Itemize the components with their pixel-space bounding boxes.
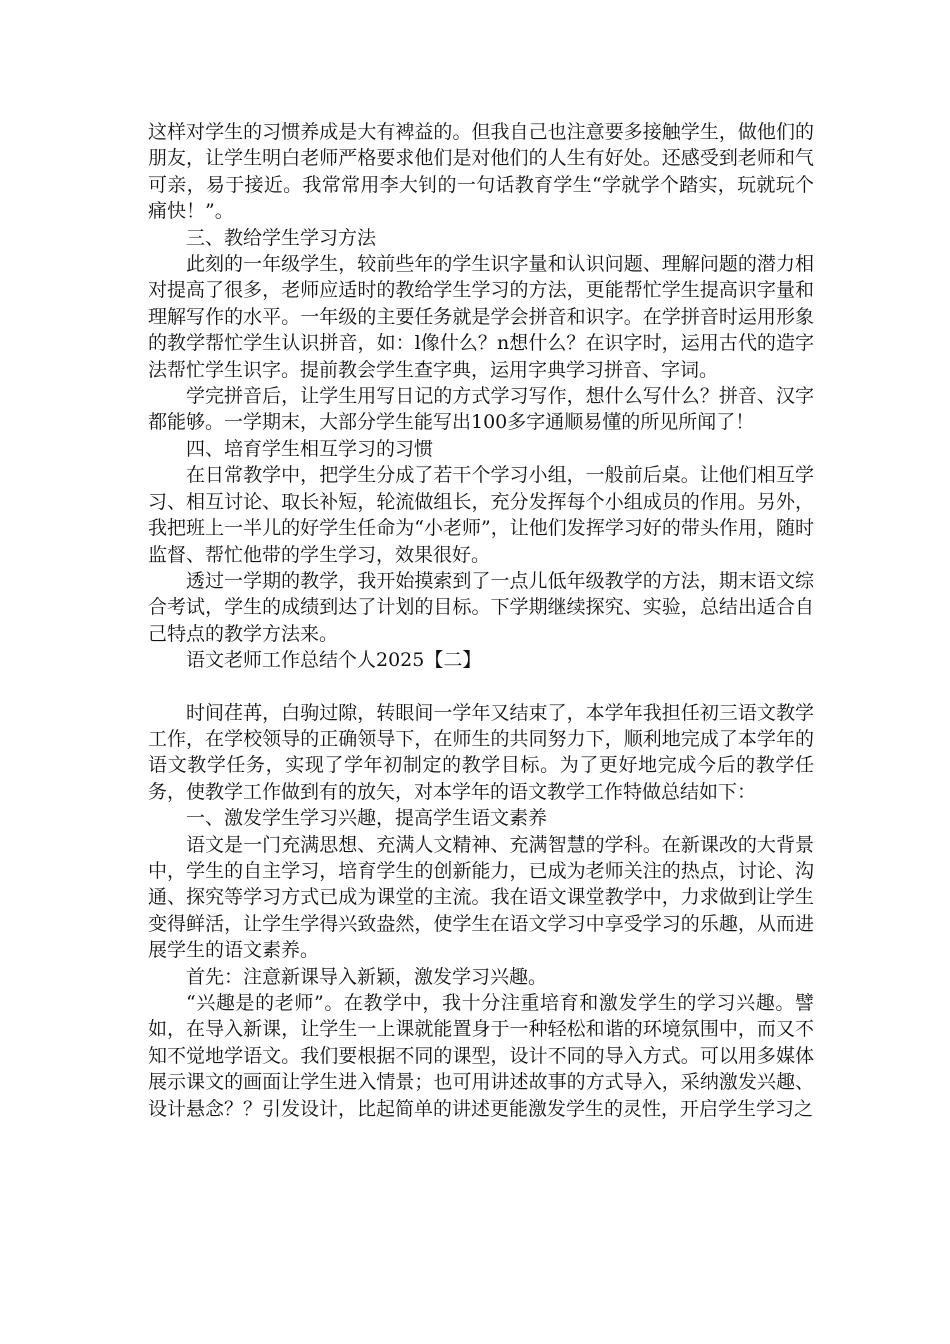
paragraph: 学完拼音后，让学生用写日记的方式学习写作，想什么写什么？拼音、汉字都能够。一学期末，大部分学生能写出100多字通顺易懂的所见所闻了！ — [148, 385, 814, 434]
paragraph: 语文是一门充满思想、充满人文精神、充满智慧的学科。在新课改的大背景中，学生的自主学习，培育学生的创新能力，已成为老师关注的热点，讨论、沟通、探究等学习方式已成为课堂的主流。我在语文课堂教学中，力求做到让学生变得鲜活，让学生学得兴致盎然，使学生在语文学习中享受学习的乐趣，从而进展学生的语文素养。 — [148, 833, 814, 962]
section-heading: 三、教给学生学习方法 — [186, 226, 377, 249]
section-heading: 四、培育学生相互学习的习惯 — [186, 437, 434, 460]
document-title: 语文老师工作总结个人2025【二】 — [186, 649, 482, 672]
paragraph: 时间荏苒，白驹过隙，转眼间一学年又结束了，本学年我担任初三语文教学工作，在学校领导的正确领导下，在师生的共同努力下，顺利地完成了本学年的语文教学任务，实现了学年初制定的教学目标。为了更好地完成今后的教学任务，使教学工作做到有的放矢，对本学年的语文教学工作特做总结如下： — [148, 701, 814, 803]
paragraph: 这样对学生的习惯养成是大有裨益的。但我自己也注意要多接触学生，做他们的朋友，让学生明白老师严格要求他们是对他们的人生有好处。还感受到老师和气可亲，易于接近。我常常用李大钊的一句话教育学生“学就学个踏实，玩就玩个痛快！”。 — [148, 121, 814, 223]
paragraph: 首先：注意新课导入新颖，激发学习兴趣。 — [186, 965, 548, 988]
section-heading: 一、激发学生学习兴趣，提高学生语文素养 — [186, 807, 548, 830]
paragraph: “兴趣是的老师”。在教学中，我十分注重培育和激发学生的学习兴趣。譬如，在导入新课，让学生一上课就能置身于一种轻松和谐的环境氛围中，而又不知不觉地学语文。我们要根据不同的课型，设计不同的导入方式。可以用多媒体展示课文的画面让学生进入情景；也可用讲述故事的方式导入，采纳激发兴趣、设计悬念？？引发设计，比起简单的讲述更能激发学生的灵性，开启学生学习之 — [148, 992, 814, 1120]
paragraph: 透过一学期的教学，我开始摸索到了一点儿低年级教学的方法，期末语文综合考试，学生的成绩到达了计划的目标。下学期继续探究、实验，总结出适合自己特点的教学方法来。 — [148, 569, 814, 645]
blank-line — [148, 674, 814, 700]
document-body — [148, 119, 814, 1122]
paragraph: 在日常教学中，把学生分成了若干个学习小组，一般前后桌。让他们相互学习、相互讨论、取长补短，轮流做组长，充分发挥每个小组成员的作用。另外，我把班上一半儿的好学生任命为“小老师”，让他们发挥学习好的带头作用，随时监督、帮忙他带的学生学习，效果很好。 — [148, 464, 814, 566]
paragraph: 此刻的一年级学生，较前些年的学生识字量和认识问题、理解问题的潜力相对提高了很多，老师应适时的教给学生学习的方法，更能帮忙学生提高识字量和理解写作的水平。一年级的主要任务就是学会拼音和识字。在学拼音时运用形象的教学帮忙学生认识拼音，如：l像什么？n想什么？在识字时，运用古代的造字法帮忙学生识字。提前教会学生查字典，运用字典学习拼音、字词。 — [148, 253, 814, 381]
